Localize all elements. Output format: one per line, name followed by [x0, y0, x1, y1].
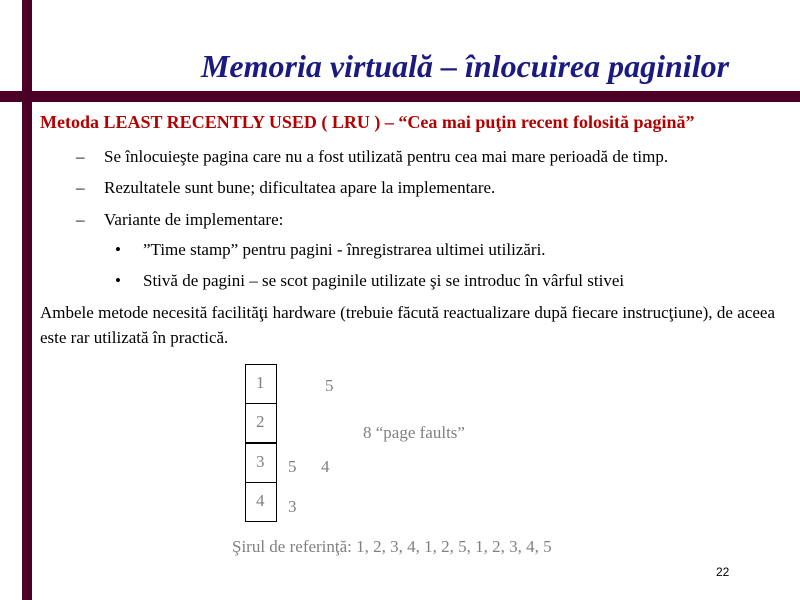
- frame-cell-4: 4: [245, 482, 277, 522]
- dash-item-3: – Variante de implementare:: [104, 210, 283, 230]
- bullet-item-2: • Stivă de pagini – se scot paginile utilizate şi se introduc în vârful stivei: [143, 271, 624, 291]
- page-faults-label: 8 “page faults”: [363, 423, 465, 442]
- title-underline-bar: [0, 91, 800, 102]
- method-heading: Metoda LEAST RECENTLY USED ( LRU ) – “Cea mai puţin recent folosită pagină”: [40, 112, 695, 132]
- dash-item-2: – Rezultatele sunt bune; dificultatea apare la implementare.: [104, 178, 495, 198]
- page-number: 22: [716, 565, 730, 579]
- replacement-row1: 5: [325, 376, 334, 395]
- frame-cell-1: 1: [245, 364, 277, 404]
- frame-cell-3: 3: [245, 443, 277, 483]
- replacement-row3-b: 4: [321, 457, 330, 476]
- summary-paragraph: Ambele metode necesită facilităţi hardware (trebuie făcută reactualizare după fiecare instrucţiune), de aceea este rar utilizată în practică.: [40, 303, 775, 347]
- replacement-row4: 3: [288, 497, 297, 516]
- dash-item-1: – Se înlocuieşte pagina care nu a fost utilizată pentru cea mai mare perioadă de timp.: [104, 147, 668, 167]
- replacement-row3-a: 5: [288, 457, 297, 476]
- bullet-item-1: • ”Time stamp” pentru pagini - înregistrarea ultimei utilizări.: [143, 240, 546, 260]
- frame-cell-2: 2: [245, 403, 277, 443]
- slide-title: Memoria virtuală – înlocuirea paginilor: [200, 48, 730, 84]
- reference-string: Şirul de referinţă: 1, 2, 3, 4, 1, 2, 5, 1, 2, 3, 4, 5: [232, 537, 552, 556]
- left-accent-bar: [22, 0, 32, 600]
